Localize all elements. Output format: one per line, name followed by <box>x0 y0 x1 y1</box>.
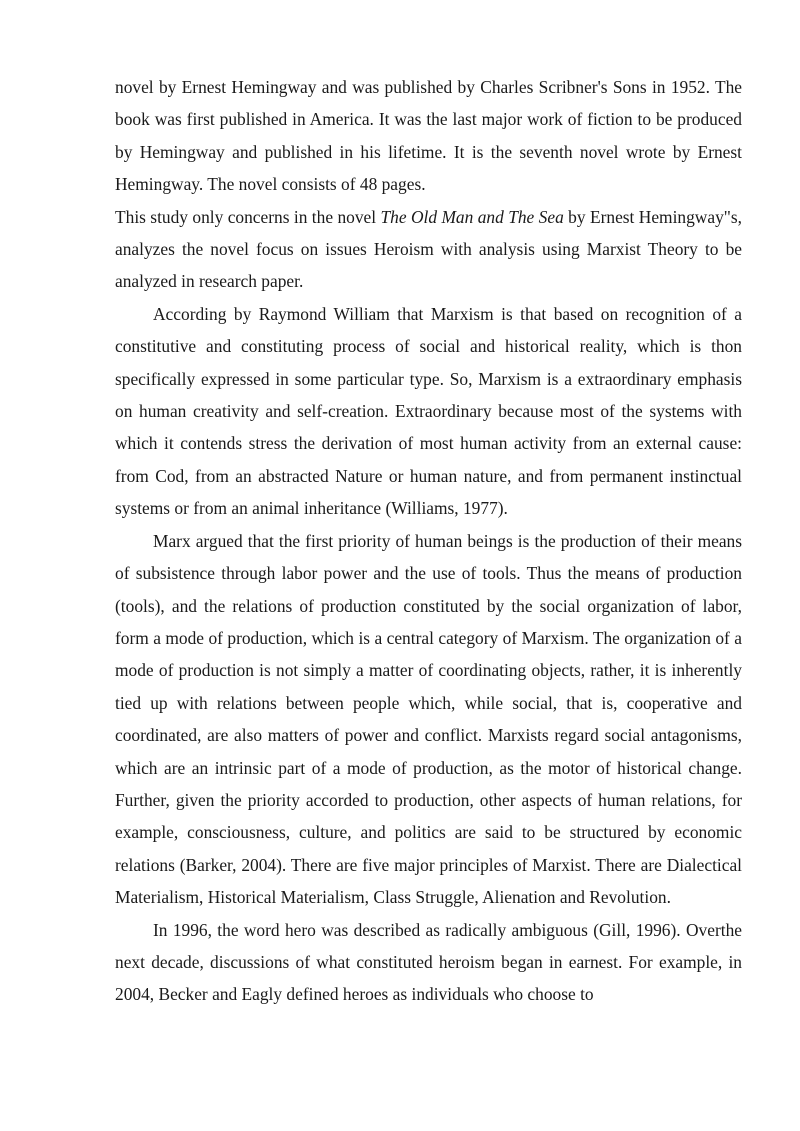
paragraph-novel-publication: novel by Ernest Hemingway and was published by Charles Scribner's Sons in 1952. The book was first published in America. It was the last major work of fiction to be produced by Hemingway and published in his lifetime. It is the seventh novel wrote by Ernest Hemingway. The novel consists of 48 pages. <box>115 77 742 195</box>
body-text <box>115 71 742 1011</box>
paragraph-hero-definition: In 1996, the word hero was described as radically ambiguous (Gill, 1996). Overthe next decade, discussions of what constituted heroism began in earnest. For example, in 2004, Becker and Eagly defined heroes as individuals who choose to <box>115 919 742 1005</box>
study-scope-intro: This study only concerns in the novel <box>115 206 381 227</box>
paragraph-study-scope <box>115 201 742 298</box>
novel-title: The Old Man and The Sea <box>380 206 564 227</box>
paragraph-raymond-william: According by Raymond William that Marxism is that based on recognition of a constitutive and constituting process of social and historical reality, which is thon specifically expressed in some particular type. So, Marxism is a extraordinary emphasis on human creativity and self-creation. Extraordinary because most of the systems with which it contends stress the derivation of most human activity from an external cause: from Cod, from an abstracted Nature or human nature, and from permanent instinctual systems or from an animal inheritance (Williams, 1977). <box>115 303 742 519</box>
paragraph-marx-production: Marx argued that the first priority of human beings is the production of their means of subsistence through labor power and the use of tools. Thus the means of production (tools), and the relations of production constituted by the social organization of labor, form a mode of production, which is a central category of Marxism. The organization of a mode of production is not simply a matter of coordinating objects, rather, it is inherently tied up with relations between people which, while social, that is, cooperative and coordinated, are also matters of power and conflict. Marxists regard social antagonisms, which are an intrinsic part of a mode of production, as the motor of historical change. Further, given the priority accorded to production, other aspects of human relations, for example, consciousness, culture, and politics are said to be structured by economic relations (Barker, 2004). There are five major principles of Marxist. There are Dialectical Materialism, Historical Materialism, Class Struggle, Alienation and Revolution. <box>115 530 742 908</box>
study-scope-rest: by Ernest Hemingway"s, analyzes the novel focus on issues Heroism with analysis using Marxist Theory to be analyzed in research paper. <box>115 206 742 292</box>
